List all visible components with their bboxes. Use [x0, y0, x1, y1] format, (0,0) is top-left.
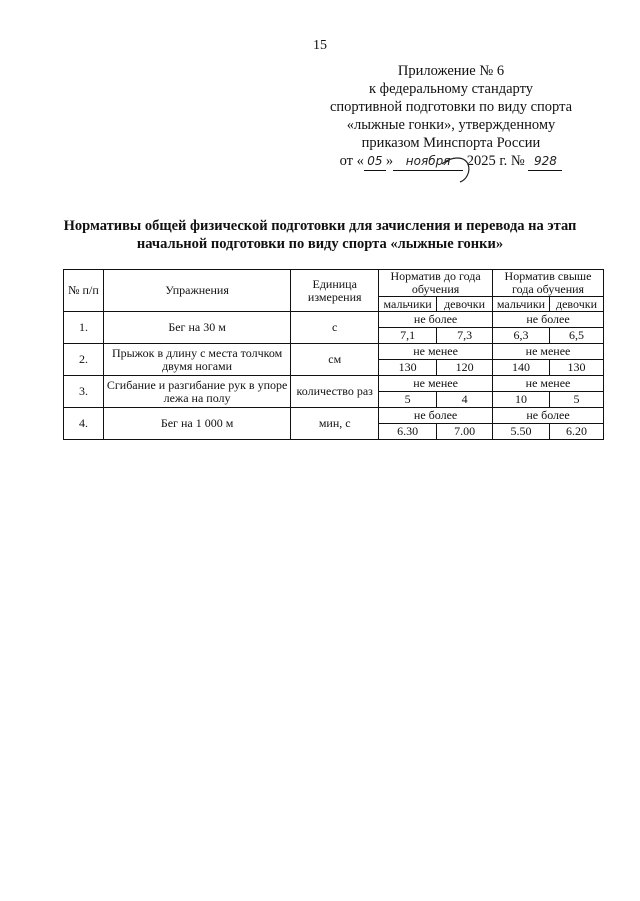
- cell-exercise: Бег на 1 000 м: [103, 408, 290, 440]
- cell-num: 3.: [64, 376, 104, 408]
- cell-exercise: Бег на 30 м: [103, 312, 290, 344]
- date-prefix: от «: [339, 153, 364, 169]
- cell-value: 4: [437, 392, 493, 408]
- cell-value: 7,3: [437, 328, 493, 344]
- cell-value: 130: [379, 360, 437, 376]
- cell-qualifier: не менее: [493, 344, 604, 360]
- cell-value: 6,3: [493, 328, 550, 344]
- date-month: ноября: [393, 152, 463, 171]
- cell-unit: количество раз: [291, 376, 379, 408]
- cell-value: 140: [493, 360, 550, 376]
- cell-unit: мин, с: [291, 408, 379, 440]
- cell-value: 5: [379, 392, 437, 408]
- cell-unit: с: [291, 312, 379, 344]
- cell-value: 10: [493, 392, 550, 408]
- cell-value: 120: [437, 360, 493, 376]
- cell-num: 4.: [64, 408, 104, 440]
- cell-qualifier: не более: [379, 312, 493, 328]
- order-number: 928: [528, 152, 562, 171]
- date-year: 2025 г. №: [466, 153, 525, 169]
- cell-value: 6.30: [379, 424, 437, 440]
- appendix-line-3: спортивной подготовки по виду спорта: [329, 99, 573, 115]
- appendix-line-1: Приложение № 6: [397, 63, 505, 79]
- cell-value: 5.50: [493, 424, 550, 440]
- table-row: [64, 408, 604, 424]
- cell-num: 1.: [64, 312, 104, 344]
- cell-qualifier: не менее: [379, 376, 493, 392]
- title-line-1: Нормативы общей физической подготовки для зачисления и перевода на этап: [63, 218, 577, 234]
- document-title: [40, 217, 600, 253]
- cell-value: 6,5: [550, 328, 604, 344]
- handwritten-signature-stroke: [438, 150, 498, 184]
- cell-qualifier: не менее: [493, 376, 604, 392]
- header-girls: девочки: [550, 297, 604, 312]
- cell-qualifier: не более: [379, 408, 493, 424]
- date-mid: »: [385, 153, 394, 169]
- header-girls: девочки: [437, 297, 493, 312]
- header-boys: мальчики: [493, 297, 550, 312]
- cell-exercise: Прыжок в длину с места толчком двумя ногами: [103, 344, 290, 376]
- table-header-row: [64, 270, 604, 297]
- cell-value: 6.20: [550, 424, 604, 440]
- appendix-line-2: к федеральному стандарту: [369, 81, 533, 97]
- cell-unit: см: [291, 344, 379, 376]
- header-exercise: Упражнения: [103, 270, 290, 312]
- cell-value: 130: [550, 360, 604, 376]
- appendix-line-5: приказом Минспорта России: [361, 135, 541, 151]
- appendix-line-4: «лыжные гонки», утвержденному: [346, 117, 556, 133]
- norms-table: [63, 269, 604, 440]
- cell-value: 7,1: [379, 328, 437, 344]
- table-row: [64, 376, 604, 392]
- cell-qualifier: не более: [493, 408, 604, 424]
- header-boys: мальчики: [379, 297, 437, 312]
- title-line-2: начальной подготовки по виду спорта «лыжные гонки»: [136, 236, 504, 252]
- header-unit: Единица измерения: [291, 270, 379, 312]
- header-norm-first-year: Норматив до года обучения: [379, 270, 493, 297]
- cell-value: 7.00: [437, 424, 493, 440]
- cell-value: 5: [550, 392, 604, 408]
- header-norm-above-year: Норматив свыше года обучения: [493, 270, 604, 297]
- table-row: [64, 344, 604, 360]
- page-number: 15: [313, 38, 327, 53]
- table-row: [64, 312, 604, 328]
- header-num: № п/п: [64, 270, 104, 312]
- date-day: 05: [364, 152, 386, 171]
- cell-qualifier: не менее: [379, 344, 493, 360]
- cell-qualifier: не более: [493, 312, 604, 328]
- cell-exercise: Сгибание и разгибание рук в упоре лежа на полу: [103, 376, 290, 408]
- cell-num: 2.: [64, 344, 104, 376]
